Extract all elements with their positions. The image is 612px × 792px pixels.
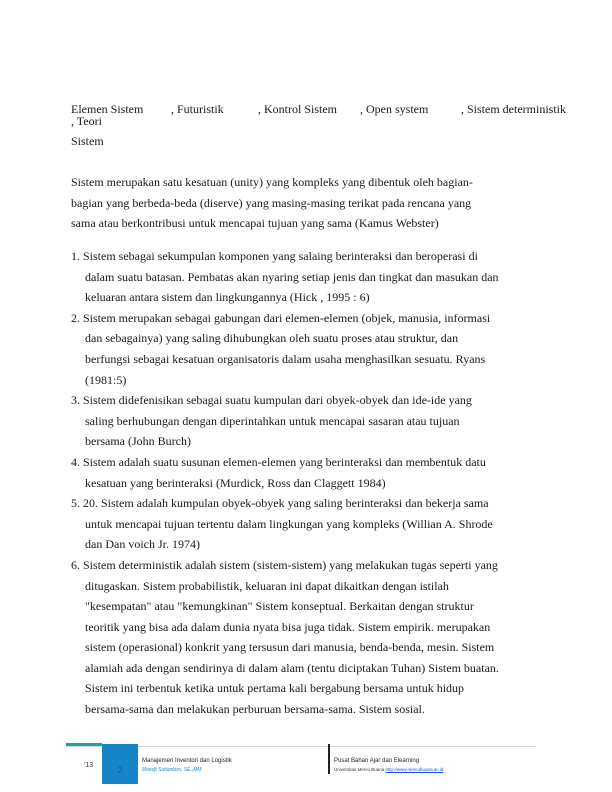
page-number: '13 xyxy=(84,762,94,769)
keyword-elemen-sistem: Elemen Sistem xyxy=(71,102,144,116)
list-item: 2. Sistem merupakan sebagai gabungan dari elemen-elemen (objek, manusia, informasi dan sebagainya) yang saling dihubungkan oleh suatu proses atau struktur, dan berfungsi sebagai kesatuan organisatoris dalam usaha menghasilkan sesuatu. Ryans (1981:5) xyxy=(71,310,491,387)
university-name: Universitas Mercu Buana xyxy=(334,767,385,772)
page-footer xyxy=(0,740,612,792)
keyword-kontrol-sistem: , Kontrol Sistem xyxy=(258,102,338,116)
keyword-futuristik: , Futuristik xyxy=(171,102,224,116)
center-name: Pusat Bahan Ajar dan Elearning xyxy=(334,758,420,764)
keyword-sistem-deterministik: , Sistem deterministik xyxy=(461,102,566,116)
footer-blue-box xyxy=(102,744,138,784)
university-line xyxy=(334,767,443,772)
footer-teal-accent xyxy=(66,743,102,746)
intro-paragraph: Sistem merupakan satu kesatuan (unity) yang kompleks yang dibentuk oleh bagian-bagian yang berbeda-beda (diserve) yang masing-masing terikat pada rencana yang sama atau berkontribusi untuk mencapai tujuan yang sama (Kamus Webster) xyxy=(71,175,473,230)
keyword-open-system: , Open system xyxy=(360,102,429,116)
keyword-teori: , Teori xyxy=(71,114,102,128)
definition-list xyxy=(71,246,501,720)
list-item: 5. 20. Sistem adalah kumpulan obyek-obyek yang saling berinteraksi dan bekerja sama untuk mencapai tujuan tertentu dalam lingkungan yang kompleks (Willian A. Shrode dan Dan voich Jr. 1974) xyxy=(71,496,493,552)
list-item: 4. Sistem adalah suatu susunan elemen-elemen yang berinteraksi dan membentuk datu kesatuan yang berinteraksi (Murdick, Ross dan Claggett 1984) xyxy=(71,454,486,490)
course-title: Manajemen Inventori dan Logistik xyxy=(142,758,232,764)
footer-box-number: 2 xyxy=(117,766,123,775)
list-item: 6. Sistem deterministik adalah sistem (sistem-sistem) yang melakukan tugas seperti yang ditugaskan. Sistem probabilistik, keluaran ini dapat dikaitkan dengan istilah "kesempatan" atau "kemungkinan" Sistem konseptual. Berkaitan dengan struktur teoritik yang bisa ada dalam dunia nyata bisa juga tidak. Sistem empirik. merupakan sistem (operasional) konkrit yang tersusun dari manusia, benda-benda, mesin. Sistem alamiah ada dengan sendirinya di dalam alam (tentu diciptakan Tuhan) Sistem buatan. Sistem ini terbentuk ketika untuk pertama kali bergabung bersama untuk hidup bersama-sama dan melakukan perburuan bersama-sama. Sistem sosial. xyxy=(71,557,499,717)
university-link[interactable]: http://www.mercubuana.ac.id xyxy=(385,767,444,772)
list-item: 1. Sistem sebagai sekumpulan komponen yang salaing berinteraksi dan beroperasi di dalam suatu batasan. Pembatas akan nyaring setiap jenis dan tingkat dan masukan dan keluaran antara sistem dan lingkungannya (Hick , 1995 : 6) xyxy=(71,249,499,305)
footer-separator xyxy=(328,744,330,774)
author-name: Moedji Sutiantoro, SE.,MM xyxy=(142,767,202,773)
keyword-sistem: Sistem xyxy=(71,134,104,148)
list-item: 3. Sistem didefenisikan sebagai suatu kumpulan dari obyek-obyek dan ide-ide yang saling berhubungan dengan diperintahkan untuk mencapai sasaran atau tujuan bersama (John Burch) xyxy=(71,393,472,449)
